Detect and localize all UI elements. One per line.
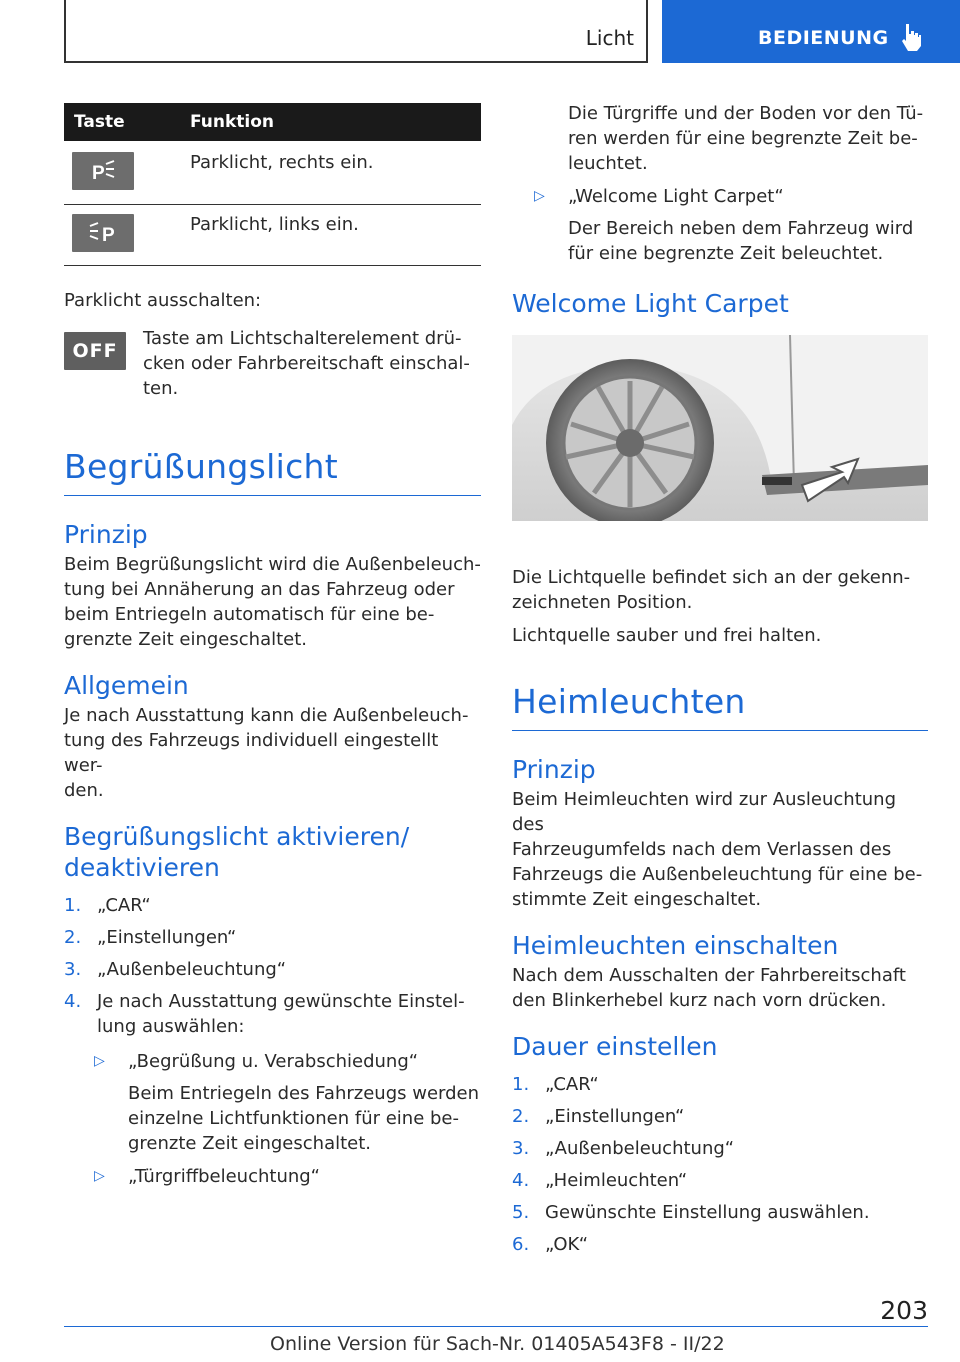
table-header	[64, 103, 481, 141]
allgemein-text: Je nach Ausstattung kann die Außenbeleuch- tung des Fahrzeugs individuell eingestellt wer- den.	[64, 705, 469, 801]
steps-list-left	[64, 893, 481, 1039]
heading-allgemein: Allgemein	[64, 671, 189, 700]
parklight-off-text: Taste am Lichtschalterelement drü- cken oder Fahrbereitschaft einschal- ten.	[143, 328, 470, 399]
table-row-key	[72, 214, 134, 252]
triangle-bullet-icon: ▷	[534, 188, 545, 204]
list-item: ▷ „Türgriffbeleuchtung“	[94, 1166, 321, 1187]
off-key-label: OFF	[72, 340, 118, 362]
table-divider	[64, 204, 481, 205]
einschalten-text: Nach dem Ausschalten der Fahrbereitschaft den Blinkerhebel kurz nach vorn drücken.	[512, 965, 906, 1011]
image-caption: Die Lichtquelle befindet sich an der gekenn- zeichneten Position.	[512, 567, 911, 613]
off-key-icon	[64, 332, 126, 370]
heading-dauer-einstellen: Dauer einstellen	[512, 1032, 718, 1061]
table-header-key: Taste	[74, 112, 125, 132]
list-item: 4. „Heimleuchten“	[512, 1170, 688, 1191]
heading-prinzip: Prinzip	[64, 520, 148, 549]
sub-options-list	[84, 1049, 481, 1189]
list-item: 2. „Einstellungen“	[64, 927, 237, 948]
heading-welcome-light-carpet: Welcome Light Carpet	[512, 289, 789, 318]
carpet-list	[524, 184, 928, 266]
footer-text: Online Version für Sach-Nr. 01405A543F8 - II/22	[270, 1333, 725, 1355]
heading-begruessungslicht: Begrüßungslicht	[64, 447, 338, 486]
svg-text:P: P	[92, 163, 105, 184]
heading-aktivieren: Begrüßungslicht aktivieren/ deaktivieren	[64, 822, 410, 882]
triangle-bullet-icon: ▷	[94, 1053, 105, 1069]
heading-prinzip: Prinzip	[512, 755, 596, 784]
list-item: 1. „CAR“	[512, 1074, 599, 1095]
svg-text:P: P	[102, 225, 115, 246]
heim-prinzip-text: Beim Heimleuchten wird zur Ausleuchtung des Fahrzeugumfelds nach dem Verlassen des Fahrzeugs die Außenbeleuchtung für eine be- stimmte Zeit eingeschaltet.	[512, 789, 923, 910]
parking-light-left-icon	[72, 214, 134, 252]
chapter-label: BEDIENUNG	[758, 27, 889, 49]
tuergriff-text: Die Türgriffe und der Boden vor den Tü- ren werden für eine begrenzte Zeit be- leuchtet.	[568, 103, 924, 174]
footer-rule	[64, 1326, 928, 1327]
parking-light-right-icon	[72, 152, 134, 190]
list-item: ▷ „Welcome Light Carpet“ Der Bereich neben dem Fahrzeug wird für eine begrenzte Zeit beleuchtet.	[534, 186, 914, 264]
header-section-box	[64, 0, 648, 63]
page-number: 203	[880, 1296, 928, 1325]
list-item: ▷ „Begrüßung u. Verabschiedung“ Beim Entriegeln des Fahrzeugs werden einzelne Lichtfunktionen für eine be- grenzte Zeit eingeschaltet.	[94, 1051, 480, 1154]
list-item: 5. Gewünschte Einstellung auswählen.	[512, 1202, 870, 1223]
list-item: 4. Je nach Ausstattung gewünschte Einstel- lung auswählen:	[64, 991, 465, 1037]
triangle-bullet-icon: ▷	[94, 1168, 105, 1184]
table-divider	[64, 265, 481, 266]
list-item: 2. „Einstellungen“	[512, 1106, 685, 1127]
heading-rule	[512, 730, 928, 731]
prinzip-text: Beim Begrüßungslicht wird die Außenbeleuch- tung bei Annäherung an das Fahrzeug oder beim Entriegeln automatisch für eine be- grenzte Zeit eingeschaltet.	[64, 554, 481, 650]
heading-rule	[64, 495, 481, 496]
heading-heimleuchten-einschalten: Heimleuchten einschalten	[512, 931, 839, 960]
section-title: Licht	[585, 26, 634, 50]
chapter-tab	[662, 0, 960, 63]
parklight-off-intro: Parklicht ausschalten:	[64, 290, 262, 311]
hand-pointer-icon	[900, 22, 922, 52]
list-item: 3. „Außenbeleuchtung“	[64, 959, 287, 980]
table-row-function: Parklicht, links ein.	[190, 214, 359, 235]
image-note: Lichtquelle sauber und frei halten.	[512, 625, 822, 646]
list-item: 1. „CAR“	[64, 895, 151, 916]
heading-heimleuchten: Heimleuchten	[512, 682, 746, 721]
table-row-function: Parklicht, rechts ein.	[190, 152, 374, 173]
steps-list-right	[512, 1072, 928, 1257]
list-item: 6. „OK“	[512, 1234, 589, 1255]
car-wheel-illustration	[512, 335, 928, 521]
table-row-key	[72, 152, 134, 190]
list-item: 3. „Außenbeleuchtung“	[512, 1138, 735, 1159]
table-header-function: Funktion	[190, 112, 275, 132]
